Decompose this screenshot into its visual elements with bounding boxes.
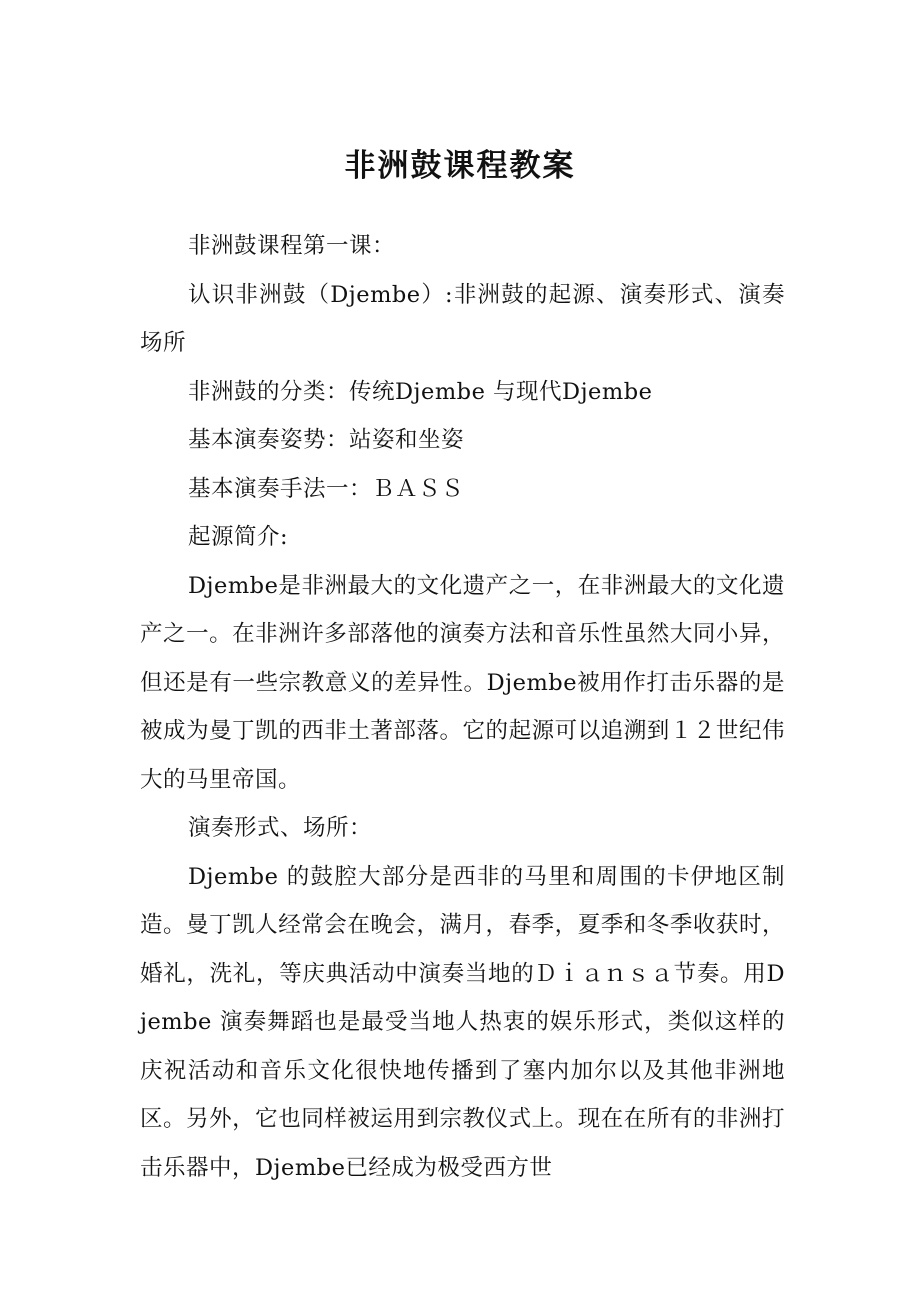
performance-paragraph: Djembe 的鼓腔大部分是西非的马里和周围的卡伊地区制造。曼丁凯人经常会在晚会，满月，春季，夏季和冬季收获时，婚礼，洗礼，等庆典活动中演奏当地的Ｄｉａｎｓａ节奏。用Djembe 演奏舞蹈也是最受当地人热衷的娱乐形式，类似这样的庆祝活动和音乐文化很快地传播到了塞内加尔以及其他非洲地区。另外，它也同样被运用到宗教仪式上。现在在所有的非洲打击乐器中，Djembe已经成为极受西方世 [140, 863, 785, 1181]
lesson-topic-technique: 基本演奏手法一：ＢＡＳＳ [188, 475, 465, 502]
lesson-heading: 非洲鼓课程第一课： [188, 233, 396, 259]
lesson-topic-posture: 基本演奏姿势：站姿和坐姿 [188, 427, 465, 453]
section-heading-origin: 起源简介: [188, 524, 289, 550]
section-heading-performance: 演奏形式、场所： [188, 815, 373, 841]
document-title: 非洲鼓课程教案 [344, 148, 576, 184]
document-body [140, 222, 785, 1192]
lesson-topic-classification: 非洲鼓的分类：传统Djembe 与现代Djembe [188, 378, 653, 405]
origin-paragraph: Djembe是非洲最大的文化遗产之一，在非洲最大的文化遗产之一。在非洲许多部落他的演奏方法和音乐性虽然大同小异，但还是有一些宗教意义的差异性。Djembe被用作打击乐器的是被成为曼丁凯的西非土著部落。它的起源可以追溯到１２世纪伟大的马里帝国。 [140, 572, 785, 793]
lesson-topic-intro: 认识非洲鼓（Djembe）:非洲鼓的起源、演奏形式、演奏场所 [140, 281, 785, 356]
